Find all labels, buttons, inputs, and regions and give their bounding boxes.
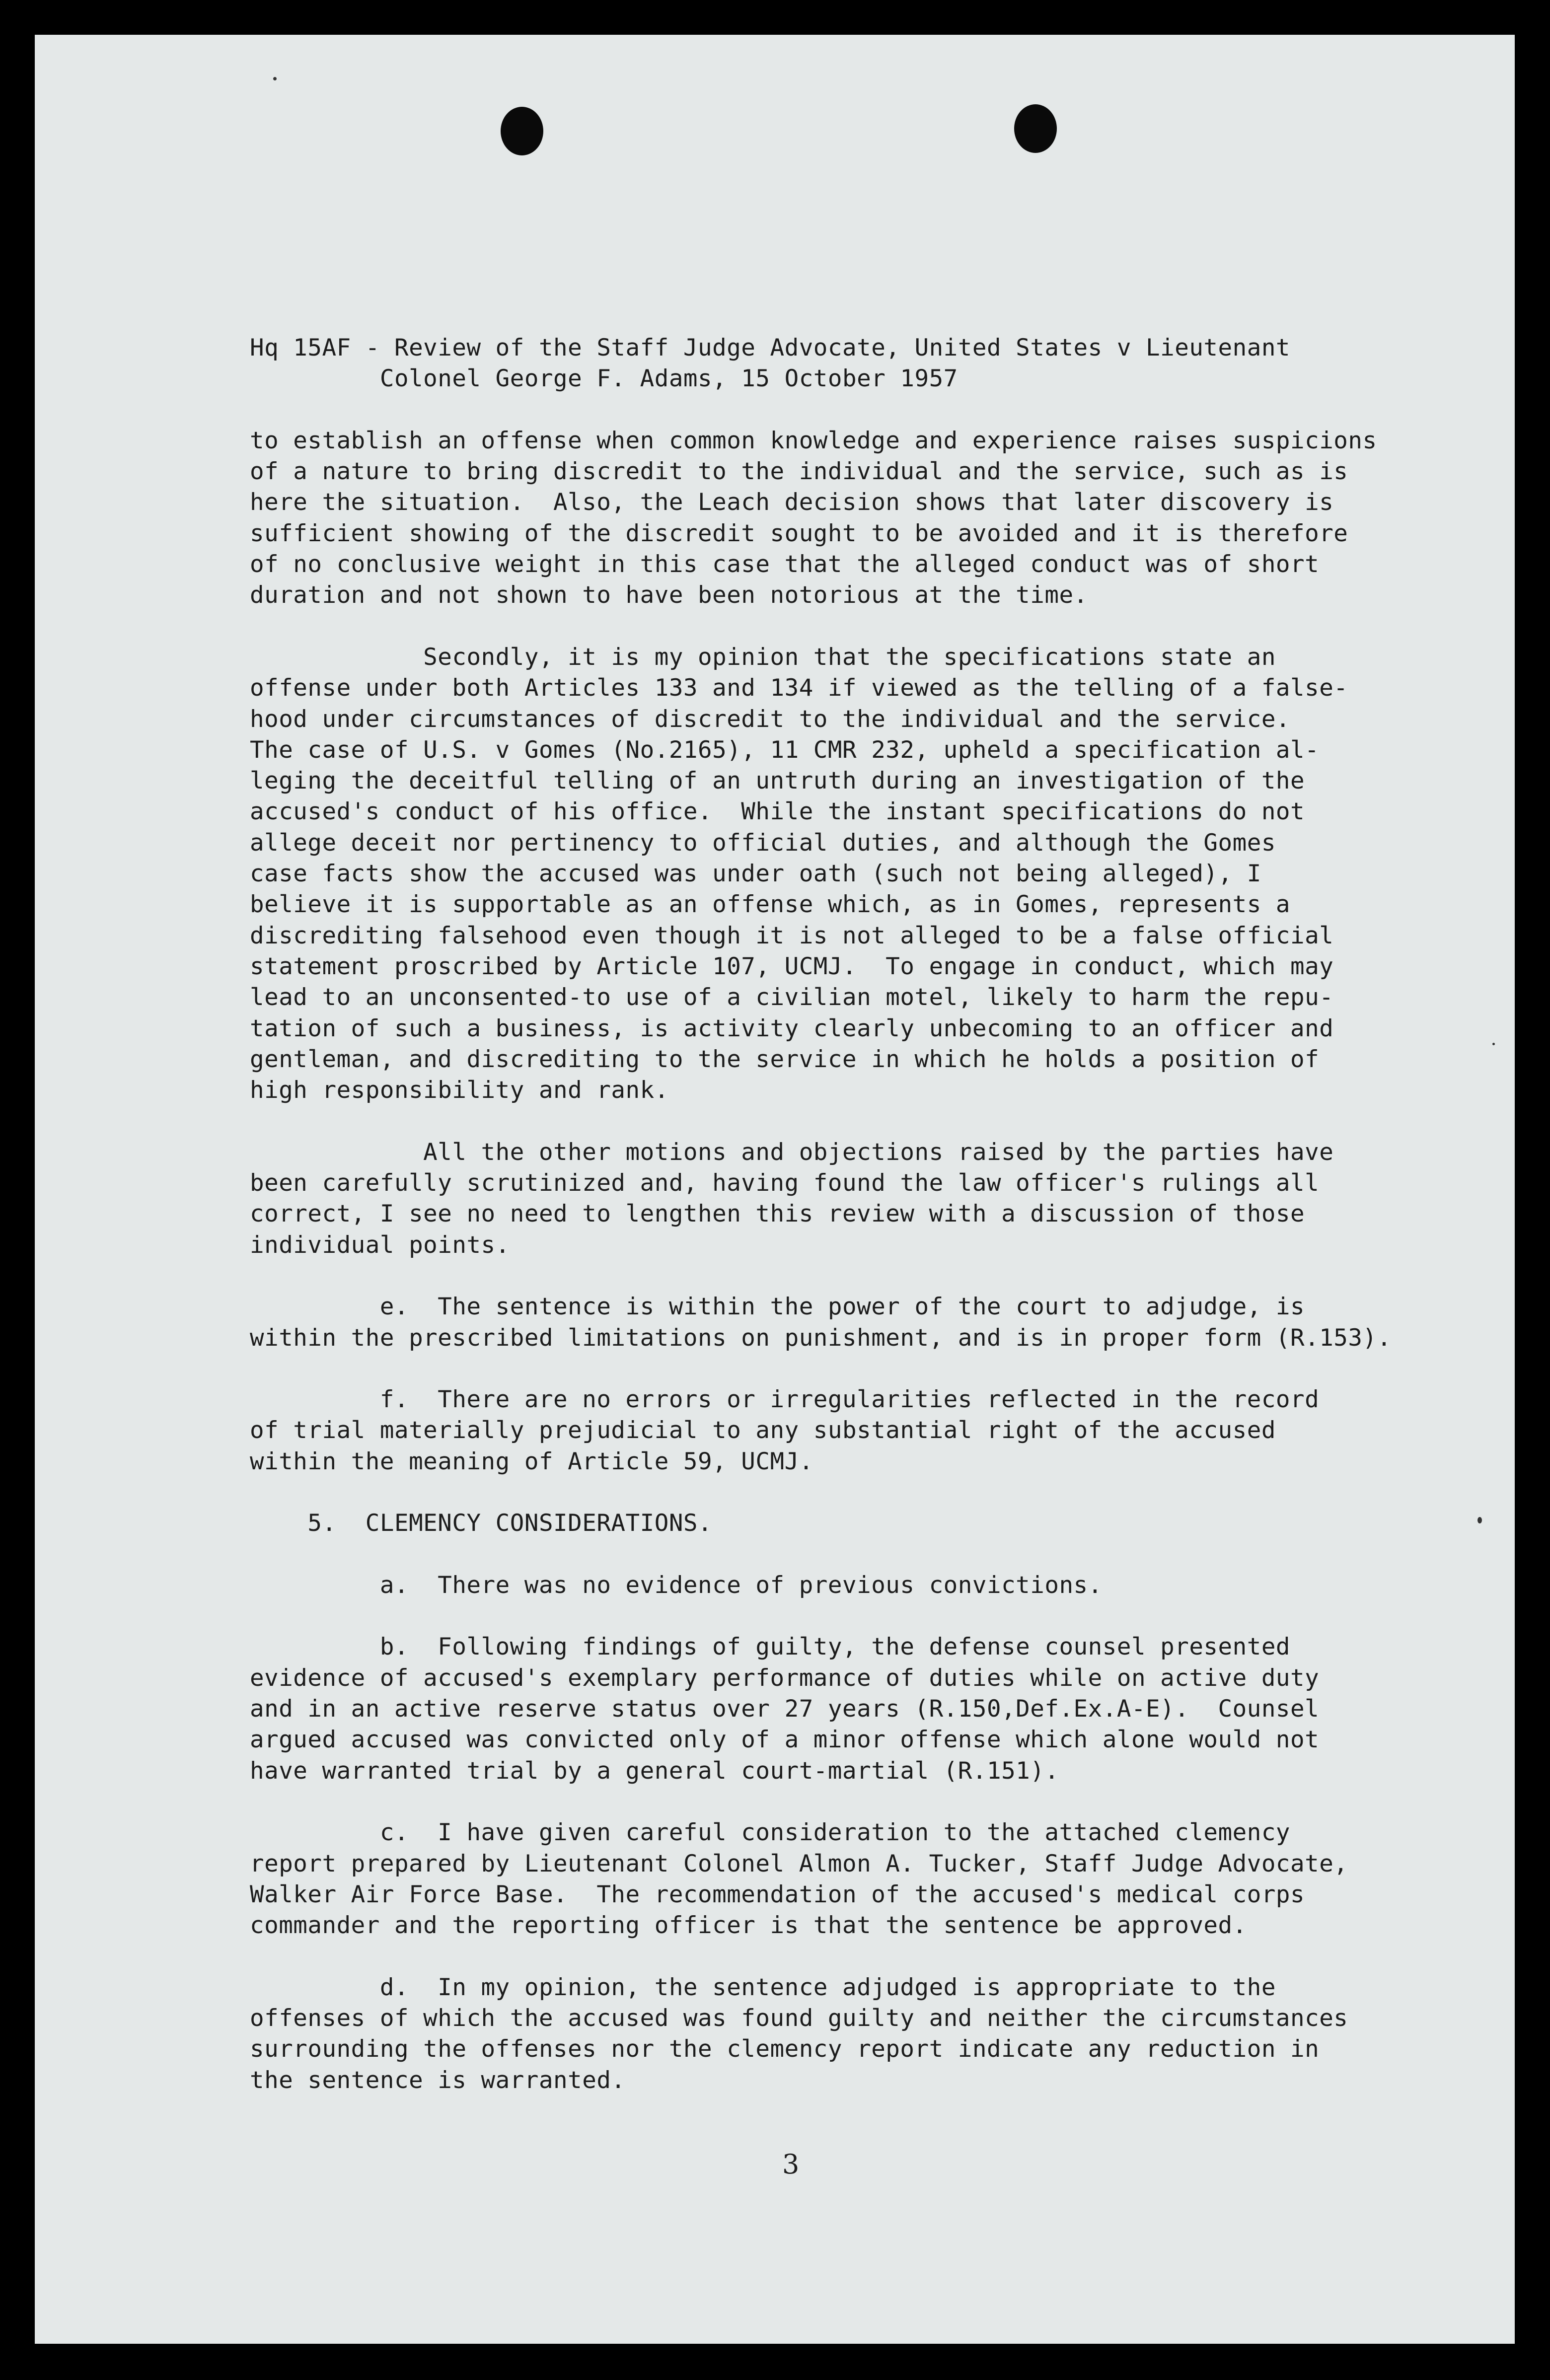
paragraph-d — [250, 1972, 1491, 2096]
text-line: The case of U.S. v Gomes (No.2165), 11 CMR 232, upheld a specification al- — [250, 736, 1320, 764]
text-line: of trial materially prejudicial to any substantial right of the accused — [250, 1417, 1276, 1444]
text-line: to establish an offense when common knowledge and experience raises suspicions — [250, 427, 1377, 454]
text-line: offense under both Articles 133 and 134 if viewed as the telling of a false- — [250, 674, 1348, 702]
text-line: gentleman, and discrediting to the service in which he holds a position of — [250, 1045, 1320, 1073]
text-line: discrediting falsehood even though it is not alleged to be a false official — [250, 922, 1334, 949]
text-line: here the situation. Also, the Leach decision shows that later discovery is — [250, 489, 1334, 516]
text-line: statement proscribed by Article 107, UCMJ. To engage in conduct, which may — [250, 952, 1334, 980]
text-line: the sentence is warranted. — [250, 2066, 626, 2094]
text-line: case facts show the accused was under oath (such not being alleged), I — [250, 860, 1261, 888]
text-line: e. The sentence is within the power of the court to adjudge, is — [250, 1293, 1305, 1321]
text-line: and in an active reserve status over 27 years (R.150,Def.Ex.A-E). Counsel — [250, 1695, 1320, 1723]
text-line: d. In my opinion, the sentence adjudged is appropriate to the — [250, 1973, 1276, 2001]
text-line: been carefully scrutinized and, having found the law officer's rulings all — [250, 1169, 1320, 1197]
text-line: Walker Air Force Base. The recommendation of the accused's medical corps — [250, 1880, 1305, 1908]
text-line: report prepared by Lieutenant Colonel Almon A. Tucker, Staff Judge Advocate, — [250, 1850, 1348, 1877]
text-line: lead to an unconsented-to use of a civilian motel, likely to harm the repu- — [250, 984, 1334, 1011]
paragraph-f — [250, 1384, 1491, 1477]
text-line: evidence of accused's exemplary performance of duties while on active duty — [250, 1664, 1320, 1692]
paragraph-c — [250, 1817, 1491, 1941]
paragraph-a — [250, 1570, 1491, 1601]
text-line: have warranted trial by a general court-martial (R.151). — [250, 1757, 1059, 1785]
text-line: b. Following findings of guilty, the defense counsel presented — [250, 1633, 1291, 1661]
text-line: a. There was no evidence of previous convictions. — [250, 1571, 1103, 1599]
document-page — [35, 35, 1515, 2344]
text-line: 5. CLEMENCY CONSIDERATIONS. — [250, 1510, 713, 1537]
text-line: c. I have given careful consideration to the attached clemency — [250, 1819, 1291, 1847]
text-line: hood under circumstances of discredit to the individual and the service. — [250, 705, 1291, 733]
punch-hole-right — [1014, 104, 1057, 153]
text-line: correct, I see no need to lengthen this review with a discussion of those — [250, 1200, 1305, 1228]
text-line: tation of such a business, is activity clearly unbecoming to an officer and — [250, 1014, 1334, 1042]
text-line: commander and the reporting officer is that the sentence be approved. — [250, 1912, 1247, 1940]
text-line: leging the deceitful telling of an untruth during an investigation of the — [250, 767, 1305, 795]
text-line: individual points. — [250, 1231, 510, 1259]
text-line: of no conclusive weight in this case that the alleged conduct was of short — [250, 551, 1320, 578]
text-line: Secondly, it is my opinion that the specifications state an — [250, 643, 1276, 671]
text-line: within the meaning of Article 59, UCMJ. — [250, 1447, 813, 1475]
text-line: believe it is supportable as an offense which, as in Gomes, represents a — [250, 891, 1291, 919]
paragraph-b — [250, 1632, 1491, 1786]
text-line: accused's conduct of his office. While the instant specifications do not — [250, 798, 1305, 826]
paragraph-secondly — [250, 642, 1491, 1106]
header-line-1: Hq 15AF - Review of the Staff Judge Advocate, United States v Lieutenant — [250, 334, 1291, 361]
text-line: argued accused was convicted only of a minor offense which alone would not — [250, 1726, 1320, 1754]
page-number: 3 — [782, 2149, 800, 2180]
punch-hole-left — [501, 107, 543, 155]
ink-speck — [1492, 1043, 1495, 1045]
document-body — [250, 333, 1491, 2096]
text-line: sufficient showing of the discredit sought to be avoided and it is therefore — [250, 519, 1348, 547]
paragraph-e — [250, 1292, 1491, 1354]
header-line-2: Colonel George F. Adams, 15 October 1957 — [250, 365, 958, 393]
text-line: of a nature to bring discredit to the individual and the service, such as is — [250, 458, 1348, 486]
text-line: duration and not shown to have been notorious at the time. — [250, 581, 1088, 609]
section-heading-clemency — [250, 1508, 1491, 1539]
paragraph-other-motions — [250, 1137, 1491, 1261]
text-line: f. There are no errors or irregularities reflected in the record — [250, 1386, 1320, 1414]
ink-speck — [273, 77, 277, 80]
paragraph-continuation — [250, 426, 1491, 611]
text-line: allege deceit nor pertinency to official duties, and although the Gomes — [250, 829, 1276, 857]
text-line: high responsibility and rank. — [250, 1077, 669, 1104]
text-line: within the prescribed limitations on punishment, and is in proper form (R.153). — [250, 1324, 1392, 1352]
text-line: offenses of which the accused was found guilty and neither the circumstances — [250, 2005, 1348, 2032]
text-line: surrounding the offenses nor the clemency report indicate any reduction in — [250, 2035, 1320, 2063]
text-line: All the other motions and objections raised by the parties have — [250, 1138, 1334, 1166]
